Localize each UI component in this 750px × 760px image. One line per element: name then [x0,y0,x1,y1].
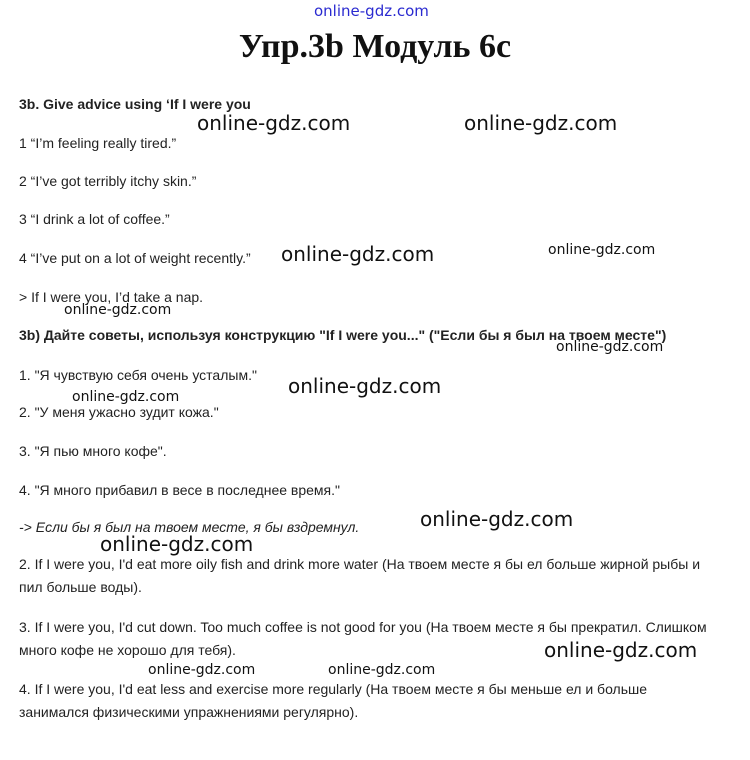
watermark: online-gdz.com [544,638,698,662]
page-title: Упр.3b Модуль 6c [238,28,512,65]
watermark: online-gdz.com [464,111,618,135]
russian-heading: 3b) Дайте советы, используя конструкцию "If I were you..." ("Если бы я был на твоем месте") [19,327,667,343]
russian-item-2: 2. "У меня ужасно зудит кожа." [19,404,219,420]
answer-4: 4. If I were you, I'd eat less and exercise more regularly (На твоем месте я бы меньше ел и больше занимался физическими упражнениями регулярно). [19,681,648,720]
english-heading: 3b. Give advice using ‘If I were you [19,96,251,112]
english-example: > If I were you, I’d take a nap. [19,289,204,305]
watermark: online-gdz.com [197,111,351,135]
answer-3: 3. If I were you, I'd cut down. Too much coffee is not good for you (На твоем месте я бы прекратил. Слишком много кофе не хорошо для тебя). [19,619,707,658]
watermark: online-gdz.com [281,242,435,266]
watermark: online-gdz.com [420,507,574,531]
russian-item-1: 1. "Я чувствую себя очень усталым." [19,367,257,383]
answer-2: 2. If I were you, I'd eat more oily fish and drink more water (На твоем месте я бы ел больше жирной рыбы и пил больше воды). [19,556,701,595]
english-item-1: 1 “I’m feeling really tired.” [19,135,177,151]
english-item-4: 4 “I’ve put on a lot of weight recently.” [19,250,251,266]
russian-example: -> Если бы я был на твоем месте, я бы вздремнул. [19,519,360,535]
watermark: online-gdz.com [556,339,664,355]
top-watermark: online-gdz.com [314,2,429,20]
watermark: online-gdz.com [148,662,256,678]
watermark: online-gdz.com [288,374,442,398]
russian-item-4: 4. "Я много прибавил в весе в последнее время." [19,482,340,498]
watermark: online-gdz.com [548,242,656,258]
watermark: online-gdz.com [328,662,436,678]
watermark: online-gdz.com [100,532,254,556]
watermark: online-gdz.com [72,389,180,405]
russian-item-3: 3. "Я пью много кофе". [19,443,167,459]
watermark: online-gdz.com [64,302,172,318]
english-item-3: 3 “I drink a lot of coffee.” [19,211,170,227]
english-item-2: 2 “I’ve got terribly itchy skin.” [19,173,197,189]
